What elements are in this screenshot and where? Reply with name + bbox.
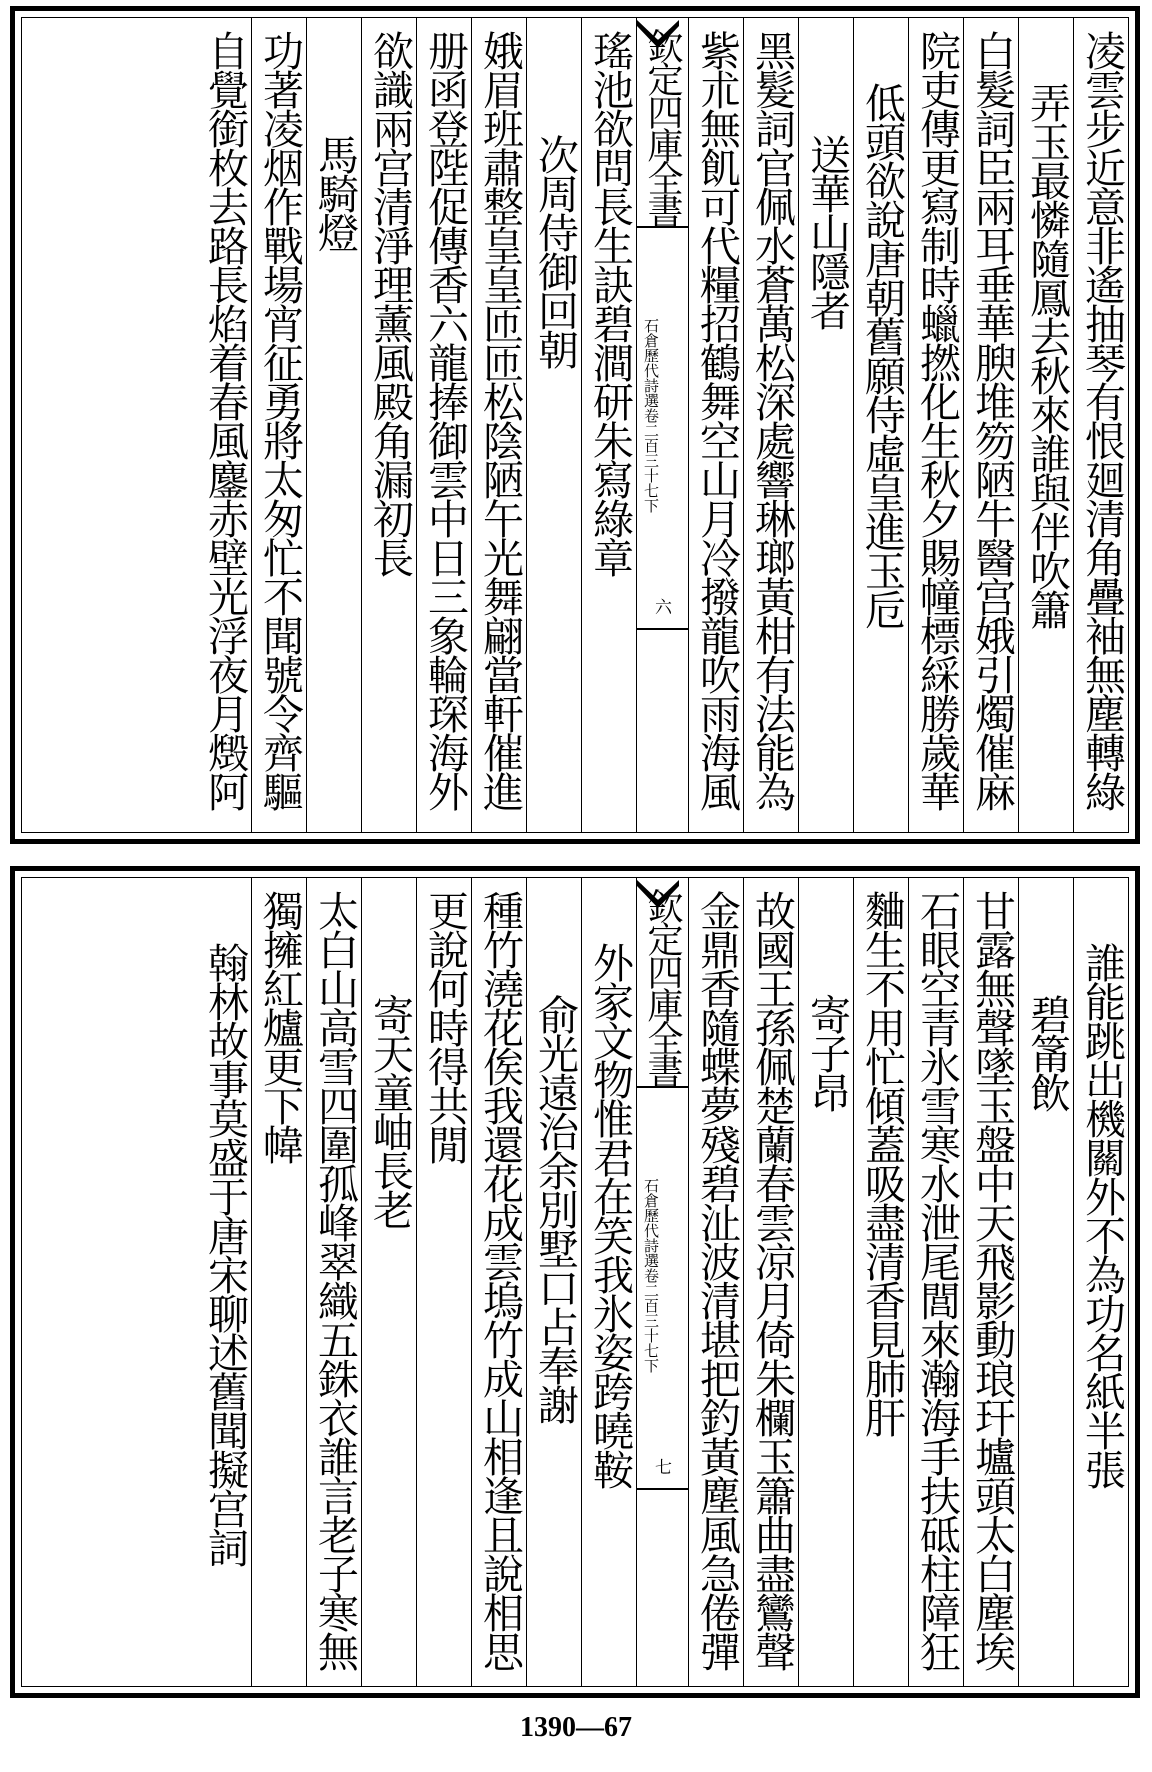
text-column: 翰林故事莫盛于唐宋聊述舊聞擬宫詞 [201,942,249,1566]
text-column: 麯生不用忙傾蓋吸盡清香見肺肝 [853,878,908,1686]
bottom-page-frame [21,877,1129,1687]
top-page [10,6,1140,844]
text-column: 自覺銜枚去路長焰着春風鏖赤壁光浮夜月燬阿 [201,30,249,810]
text-column: 甘露無聲墜玉盤中天飛影動琅玕壚頭太白塵埃 [963,878,1018,1686]
folio-number: 七 [651,1458,671,1475]
volume-label: 石倉歷代詩選卷二百三十七下 [642,318,660,513]
poem-title: 送華山隱者 [798,18,853,832]
text-column: 石眼空青氷雪寒水泄尾閭來瀚海手扶砥柱障狂 [908,878,963,1686]
poem-title: 馬騎燈 [306,18,361,832]
text-column: 故國王孫佩楚蘭春雲凉月倚朱欄玉簫曲盡鸞聲 [743,878,798,1686]
library-title: 欽定四庫全書 [642,888,683,1086]
text-column: 誰能跳出機關外不為功名紙半張 [1073,878,1128,1686]
center-fold [636,18,688,832]
text-column: 院吏傳更寫制時蠟撚化生秋夕賜幢標綵勝歲華 [908,18,963,832]
text-column: 獨擁紅爐更下幃 [251,878,306,1686]
text-column: 瑤池欲問長生訣碧澗研朱寫綠章 [581,18,636,832]
text-column: 紫朮無飢可代糧招鶴舞空山月冷撥龍吹雨海風 [688,18,743,832]
poem-title: 俞光遠治余別墅口占奉謝 [526,878,581,1686]
text-column: 外家文物惟君在笑我氷姿跨曉鞍 [581,878,636,1686]
text-column: 金鼎香隨蝶夢殘碧沚波清堪把釣黃塵風急倦彈 [688,878,743,1686]
center-fold [636,878,688,1686]
text-column: 更說何時得共閒 [416,878,471,1686]
bottom-page [10,866,1140,1698]
text-column: 凌雲步近意非遙抽琴有恨廻清角疊袖無塵轉綠 [1073,18,1128,832]
text-column: 娥眉班肅整皇皇匝匝松陰陋午光舞翩當軒催進 [471,18,526,832]
text-column: 功著凌烟作戰場宵征勇將太匆忙不聞號令齊驅 [251,18,306,832]
text-column: 白髮詞臣兩耳垂華腴堆笏陋牛醫宫娥引燭催麻 [963,18,1018,832]
text-column: 弄玉最憐隨鳳去秋來誰與伴吹簫 [1018,18,1073,832]
poem-title: 碧筩飲 [1018,878,1073,1686]
text-column: 黑髮詞官佩水蒼萬松深處響琳瑯黃柑有法能為 [743,18,798,832]
poem-title: 寄子昂 [798,878,853,1686]
text-column: 低頭欲說唐朝舊願侍虛皇進玉卮 [853,18,908,832]
text-column: 太白山高雪四圍孤峰翠織五銖衣誰言老子寒無 [306,878,361,1686]
text-column: 種竹澆花俟我還花成雲塢竹成山相逢且說相思 [471,878,526,1686]
top-page-frame [21,17,1129,833]
page-number: 1390—67 [520,1712,632,1743]
volume-label: 石倉歷代詩選卷二百三十七下 [642,1178,660,1373]
poem-title: 寄天童岫長老 [361,878,416,1686]
poem-title: 次周侍御回朝 [526,18,581,832]
folio-number: 六 [651,598,671,615]
library-title: 欽定四庫全書 [642,28,683,226]
text-column: 册函登陛促傳香六龍捧御雲中日三象輪琛海外 [416,18,471,832]
text-column: 欲識兩宫清淨理薰風殿角漏初長 [361,18,416,832]
